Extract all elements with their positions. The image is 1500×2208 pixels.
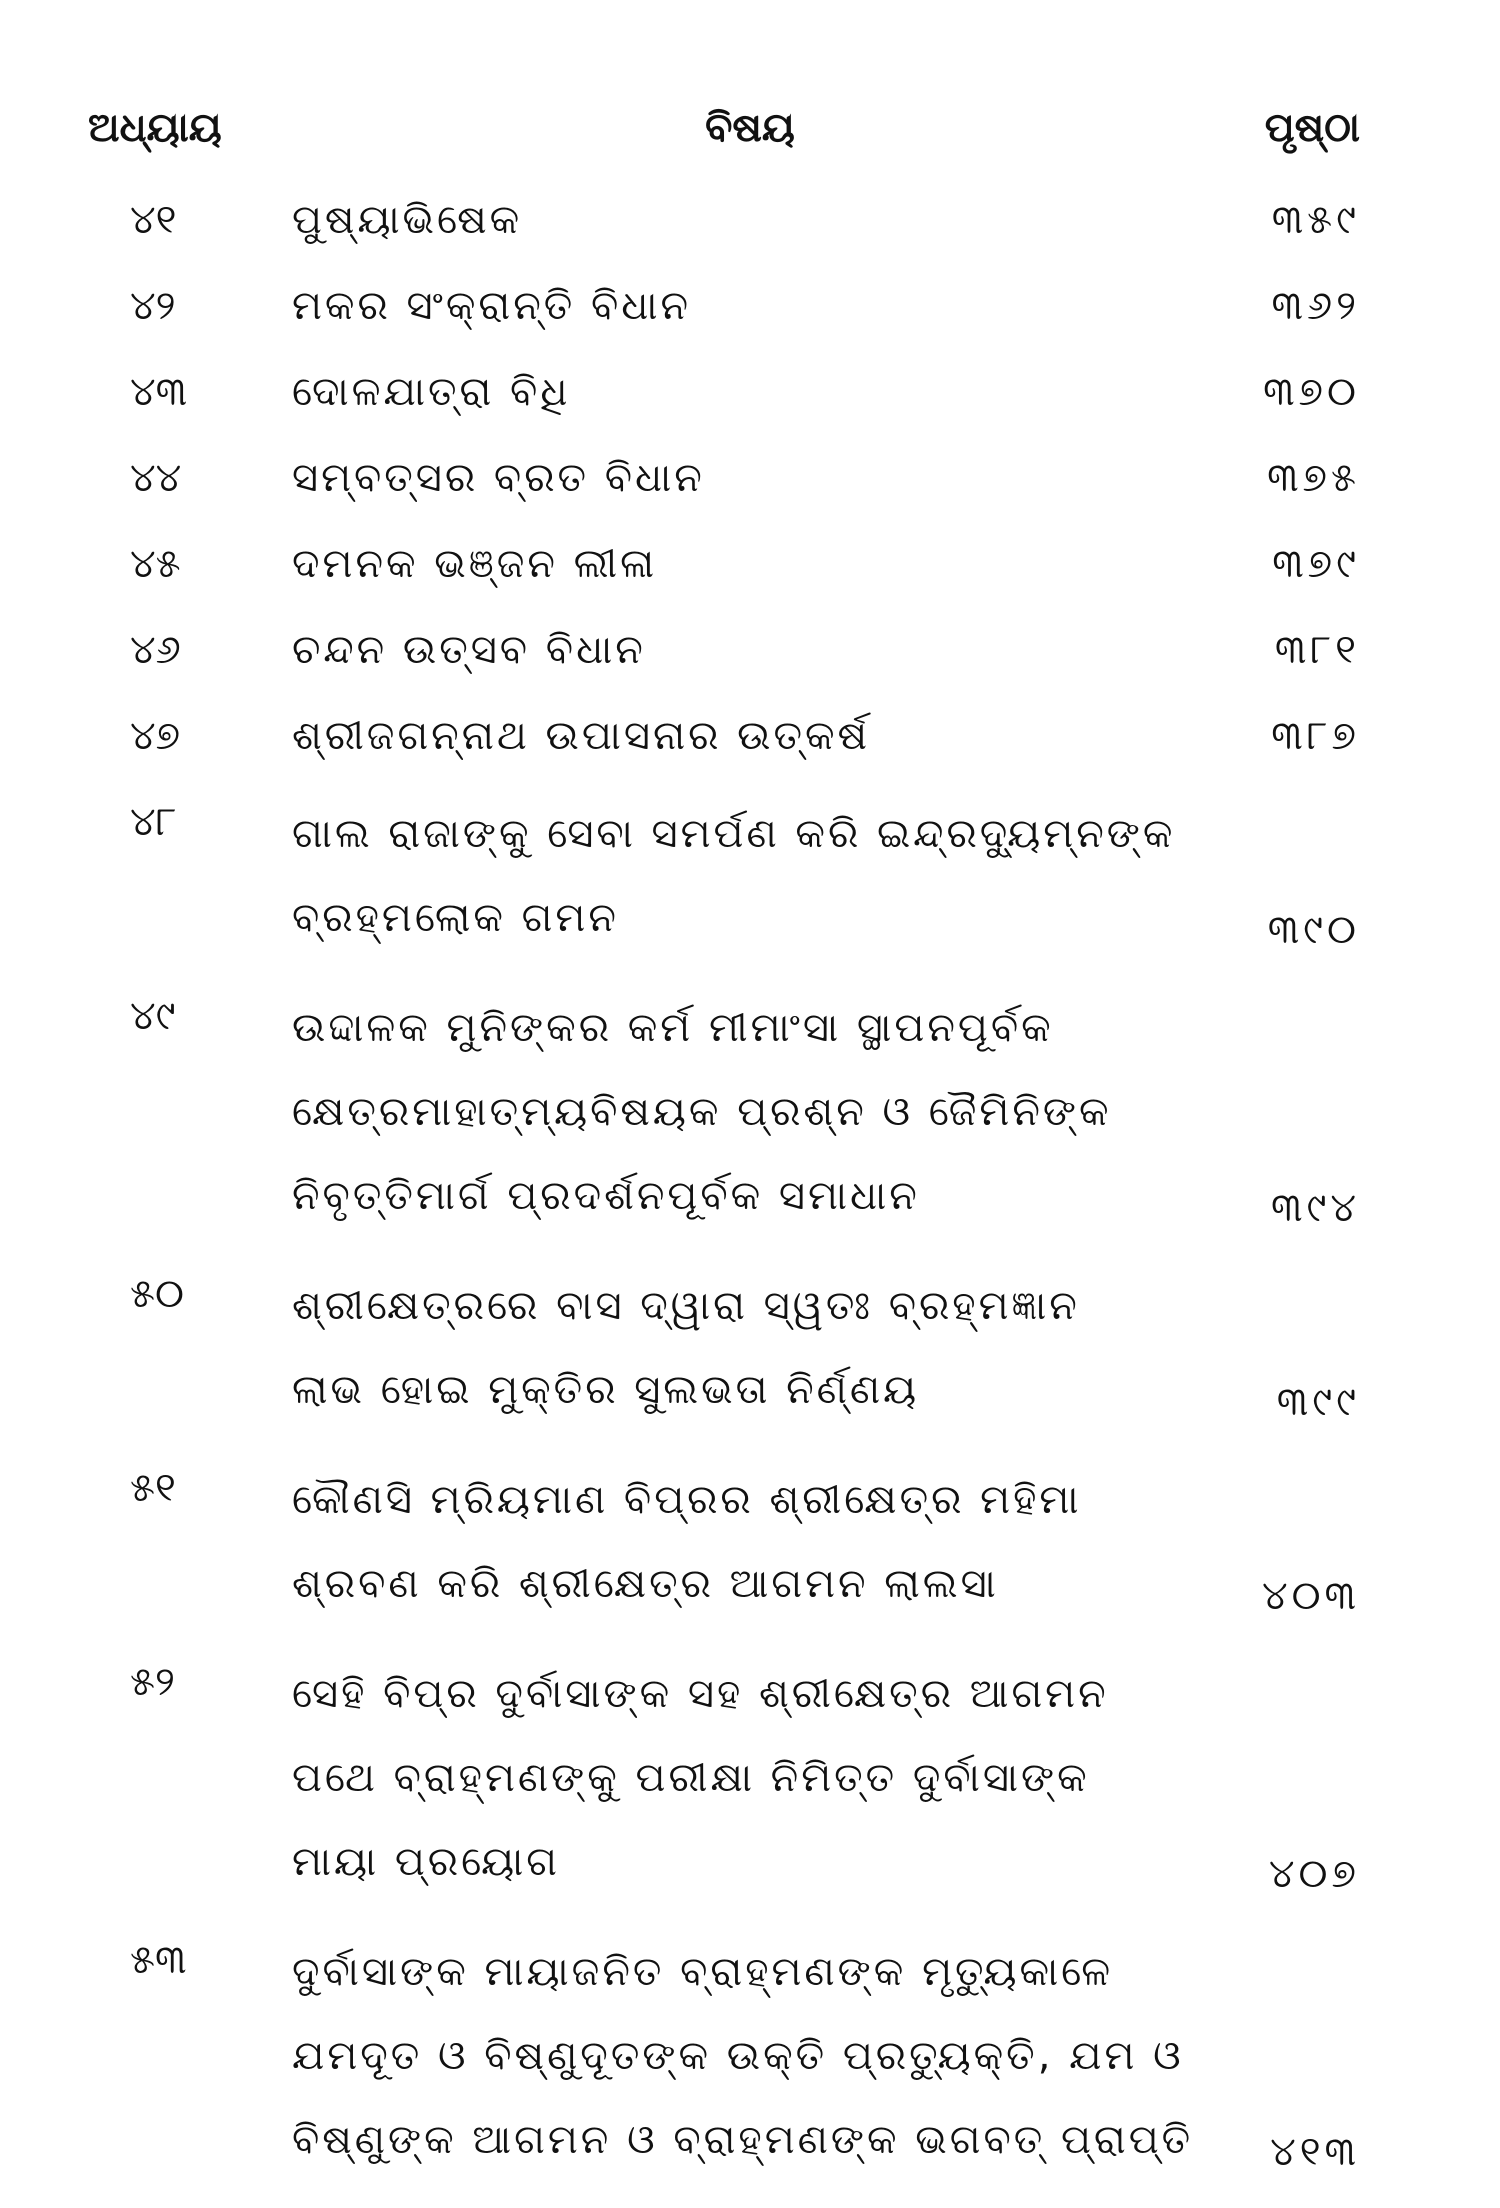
chapter-title-line: ମାୟା ପ୍ରୟୋଗ (292, 1839, 560, 1885)
chapter-title-line: ଦୋଳଯାତ୍ରା ବିଧି (292, 369, 571, 415)
chapter-title-line: ଗାଲ ରାଜାଙ୍କୁ ସେବା ସମର୍ପଣ କରି ଇନ୍ଦ୍ରଦ୍ୟୁମ୍ନଙ୍କ (292, 811, 1176, 857)
toc-entry (0, 986, 1500, 1238)
chapter-title (292, 534, 1232, 594)
chapter-number: ୪୨ (130, 283, 176, 329)
chapter-title-line: ଶ୍ରୀଜଗନ୍ନାଥ ଉପାସନାର ଉତ୍କର୍ଷ (292, 713, 871, 759)
toc-entry (0, 1652, 1500, 1904)
toc-entry (0, 620, 1500, 680)
chapter-title-line: ପଥେ ବ୍ରାହ୍ମଣଙ୍କୁ ପରୀକ୍ଷା ନିମିତ୍ତ ଦୁର୍ବାସାଙ୍କ (292, 1755, 1090, 1801)
chapter-title-line: ଦମନକ ଭଞ୍ଜନ ଲୀଳା (292, 541, 658, 587)
toc-entry (0, 276, 1500, 336)
chapter-title (292, 1930, 1232, 2182)
toc-entry (0, 190, 1500, 250)
toc-entry (0, 1930, 1500, 2182)
chapter-number: ୪୬ (130, 627, 181, 673)
chapter-number: ୪୯ (130, 993, 176, 1039)
page-number: ୩୮୭ (1271, 713, 1360, 759)
chapter-title-line: ନିବୃତ୍ତିମାର୍ଗ ପ୍ରଦର୍ଶନପୂର୍ବକ ସମାଧାନ (292, 1173, 920, 1219)
chapter-title (292, 706, 1232, 766)
chapter-title-line: ଶ୍ରବଣ କରି ଶ୍ରୀକ୍ଷେତ୍ର ଆଗମନ ଲାଲସା (292, 1561, 999, 1607)
toc-entry (0, 792, 1500, 960)
page-number: ୩୯୪ (1271, 1185, 1360, 1231)
toc-entry (0, 534, 1500, 594)
page-number: ୩୫୯ (1271, 197, 1360, 243)
page-number: ୩୭୯ (1272, 541, 1360, 587)
chapter-title (292, 792, 1232, 960)
toc-entry (0, 362, 1500, 422)
chapter-title (292, 362, 1232, 422)
chapter-number: ୫୦ (130, 1271, 184, 1317)
toc-header (0, 105, 1500, 165)
header-chapter: ଅଧ୍ୟାୟ (88, 105, 222, 151)
chapter-title-line: କୌଣସି ମ୍ରିୟମାଣ ବିପ୍ରର ଶ୍ରୀକ୍ଷେତ୍ର ମହିମା (292, 1477, 1082, 1523)
chapter-title-line: ଉଦ୍ଦାଳକ ମୁନିଙ୍କର କର୍ମ ମୀମାଂସା ସ୍ଥାପନପୂର୍ବକ (292, 1005, 1054, 1051)
chapter-number: ୪୮ (130, 799, 177, 845)
chapter-title-line: ସମ୍ବତ୍ସର ବ୍ରତ ବିଧାନ (292, 455, 705, 501)
chapter-number: ୫୩ (130, 1937, 187, 1983)
page-number: ୪୧୩ (1270, 2129, 1360, 2175)
chapter-number: ୫୧ (130, 1465, 176, 1511)
chapter-number: ୫୨ (130, 1659, 175, 1705)
page-number: ୩୯୯ (1276, 1379, 1360, 1425)
chapter-number: ୪୪ (130, 455, 182, 501)
chapter-title (292, 448, 1232, 508)
toc-entry (0, 1264, 1500, 1432)
header-subject: ବିଷୟ (705, 105, 795, 151)
page-number: ୩୭୦ (1263, 369, 1360, 415)
chapter-title (292, 276, 1232, 336)
chapter-title-line: ବ୍ରହ୍ମଲୋକ ଗମନ (292, 895, 619, 941)
chapter-title-line: ମକର ସଂକ୍ରାନ୍ତି ବିଧାନ (292, 283, 692, 329)
page-number: ୪୦୭ (1268, 1851, 1360, 1897)
chapter-number: ୪୫ (130, 541, 181, 587)
chapter-title (292, 190, 1232, 250)
chapter-title (292, 986, 1232, 1238)
page-number: ୪୦୩ (1261, 1573, 1360, 1619)
toc-entry (0, 448, 1500, 508)
page-number: ୩୭୫ (1267, 455, 1360, 501)
chapter-title-line: ଶ୍ରୀକ୍ଷେତ୍ରରେ ବାସ ଦ୍ୱାରା ସ୍ୱତଃ ବ୍ରହ୍ମଜ୍ଞାନ (292, 1283, 1080, 1329)
toc-entry (0, 1458, 1500, 1626)
page-number: ୩୮୧ (1274, 627, 1360, 673)
chapter-title-line: ଲାଭ ହୋଇ ମୁକ୍ତିର ସୁଲଭତା ନିର୍ଣ୍ଣୟ (292, 1367, 920, 1413)
chapter-title-line: କ୍ଷେତ୍ରମାହାତ୍ମ୍ୟବିଷୟକ ପ୍ରଶ୍ନ ଓ ଜୈମିନିଙ୍କ (292, 1089, 1112, 1135)
toc-list (0, 190, 1500, 2208)
chapter-title (292, 620, 1232, 680)
chapter-title (292, 1652, 1232, 1904)
chapter-title (292, 1458, 1232, 1626)
chapter-title-line: ବିଷ୍ଣୁଙ୍କ ଆଗମନ ଓ ବ୍ରାହ୍ମଣଙ୍କ ଭଗବତ୍ ପ୍ରାପ୍ତି (292, 2117, 1194, 2163)
page-number: ୩୬୨ (1271, 283, 1360, 329)
chapter-number: ୪୧ (130, 197, 177, 243)
chapter-title-line: ଦୁର୍ବାସାଙ୍କ ମାୟାଜନିତ ବ୍ରାହ୍ମଣଙ୍କ ମୃତ୍ୟୁକାଳେ (292, 1949, 1114, 1995)
toc-entry (0, 706, 1500, 766)
chapter-title-line: ଚନ୍ଦନ ଉତ୍ସବ ବିଧାନ (292, 627, 646, 673)
chapter-number: ୪୭ (130, 713, 181, 759)
chapter-title-line: ସେହି ବିପ୍ର ଦୁର୍ବାସାଙ୍କ ସହ ଶ୍ରୀକ୍ଷେତ୍ର ଆଗମନ (292, 1671, 1109, 1717)
header-page: ପୃଷ୍ଠା (1264, 105, 1360, 151)
chapter-number: ୪୩ (130, 369, 188, 415)
chapter-title-line: ପୁଷ୍ୟାଭିଷେକ (292, 197, 523, 243)
chapter-title-line: ଯମଦୂତ ଓ ବିଷ୍ଣୁଦୂତଙ୍କ ଉକ୍ତି ପ୍ରତ୍ୟୁକ୍ତି, ଯମ ଓ (292, 2033, 1184, 2079)
chapter-title (292, 1264, 1232, 1432)
page-number: ୩୯୦ (1267, 907, 1360, 953)
